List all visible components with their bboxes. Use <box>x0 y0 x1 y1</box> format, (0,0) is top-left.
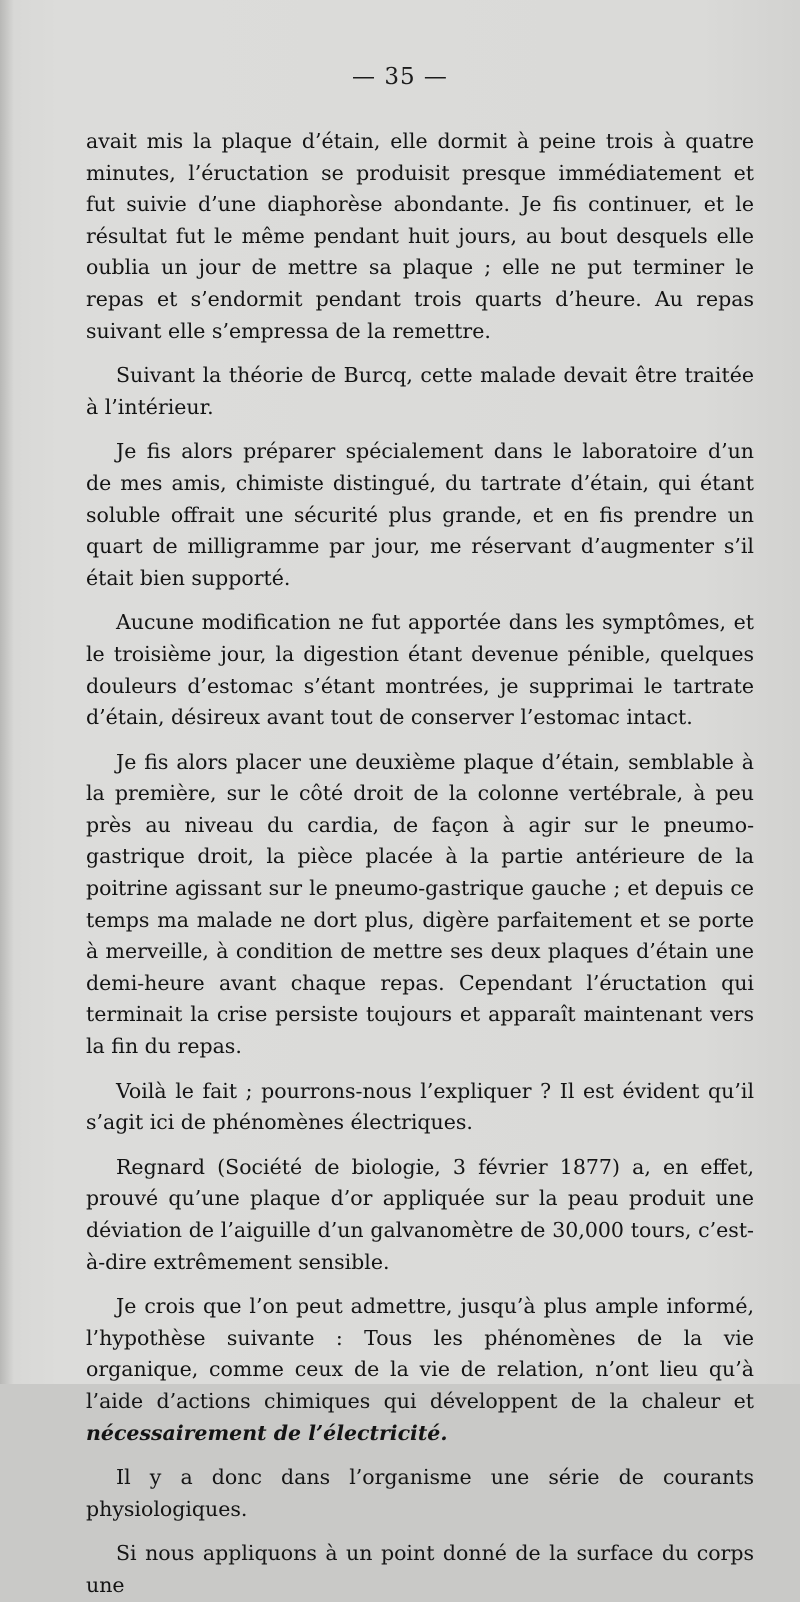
paragraph-1: avait mis la plaque d’étain, elle dormit à peine trois à quatre minutes, l’éructation se produisit presque immédiatement et fut suivie d’une diaphorèse abondante. Je fis continuer, et le résultat fut le même pendant huit jours, au bout desquels elle oublia un jour de mettre sa plaque ; elle ne put terminer le repas et s’endormit pendant trois quarts d’heure. Au repas suivant elle s’empressa de la remettre. <box>86 129 754 343</box>
emphasis-text: nécessairement de l’électricité. <box>86 1420 448 1445</box>
paragraph-6: Voilà le fait ; pourrons-nous l’expliquer ? Il est évident qu’il s’agit ici de phénomènes électriques. <box>86 1078 754 1135</box>
body-text <box>86 126 754 1602</box>
paragraph-9: Il y a donc dans l’organisme une série de courants physiologiques. <box>86 1465 754 1521</box>
paragraph-8 <box>86 1291 754 1449</box>
page-number: — 35 — <box>352 64 448 90</box>
paragraph-2: Suivant la théorie de Burcq, cette malade devait être traitée à l’intérieur. <box>86 363 754 419</box>
paragraph-8-text: Je crois que l’on peut admettre, jusqu’à plus ample informé, l’hypothèse suivante : Tous les phénomènes de la vie organique, comme ceux de la vie de relation, n’ont lieu qu’à l’aide d’actions chimiques qui développent de la chaleur et <box>86 1294 754 1413</box>
paragraph-4: Aucune modification ne fut apportée dans les symptômes, et le troisième jour, la digestion étant devenue pénible, quelques douleurs d’estomac s’étant montrées, je supprimai le tartrate d’étain, désireux avant tout de conserver l’estomac intact. <box>86 610 754 730</box>
paragraph-3: Je fis alors préparer spécialement dans le laboratoire d’un de mes amis, chimiste distingué, du tartrate d’étain, qui étant soluble offrait une sécurité plus grande, et en fis prendre un quart de milligramme par jour, me réservant d’augmenter s’il était bien supporté. <box>86 439 754 590</box>
paragraph-10: Si nous appliquons à un point donné de la surface du corps une <box>86 1541 754 1597</box>
paragraph-5: Je fis alors placer une deuxième plaque d’étain, semblable à la première, sur le côté droit de la colonne vertébrale, à peu près au niveau du cardia, de façon à agir sur le pneumo-gastrique droit, la pièce placée à la partie antérieure de la poitrine agissant sur le pneumo-gastrique gauche ; et depuis ce temps ma malade ne dort plus, digère parfaitement et se porte à merveille, à condition de mettre ses deux plaques d’étain une demi-heure avant chaque repas. Cependant l’éructation qui terminait la crise persiste toujours et apparaît maintenant vers la fin du repas. <box>86 749 754 1059</box>
paragraph-7: Regnard (Société de biologie, 3 février 1877) a, en effet, prouvé qu’une plaque d’or appliquée sur la peau produit une déviation de l’aiguille d’un galvanomètre de 30,000 tours, c’est-à-dire extrêmement sensible. <box>86 1154 754 1274</box>
